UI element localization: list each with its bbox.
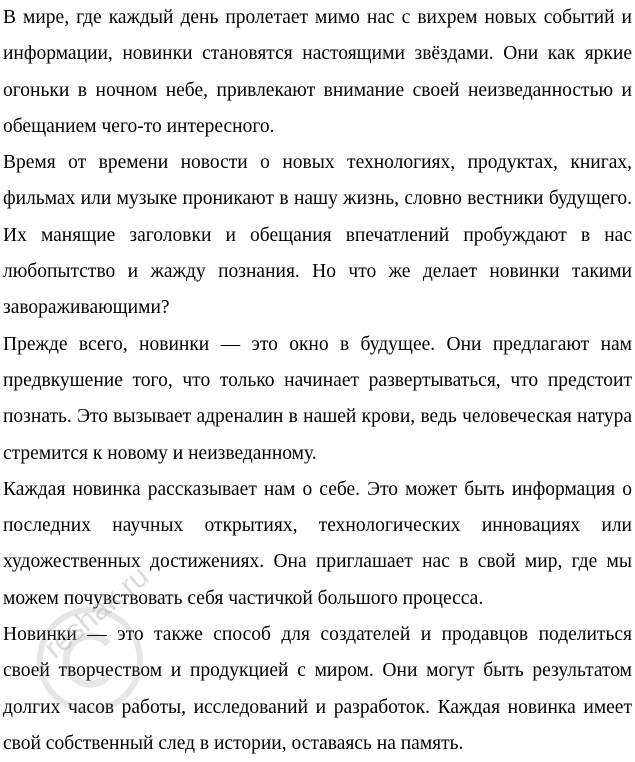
document-body bbox=[3, 0, 632, 762]
paragraph-4: Каждая новинка рассказывает нам о себе. Это может быть информация о последних научных открытиях, технологических инновациях или художественных достижениях. Она приглашает нас в свой мир, где мы можем почувствовать себя частичкой большого процесса. bbox=[3, 478, 632, 609]
watermark-text: reshak.ru bbox=[38, 559, 156, 666]
paragraph-2: Время от времени новости о новых технологиях, продуктах, книгах, фильмах или музыке проникают в нашу жизнь, словно вестники будущего. Их манящие заголовки и обещания впечатлений пробуждают в нас любопытство и жажду познания. Но что же делает новинки такими завораживающими? bbox=[3, 152, 632, 319]
paragraph-3: Прежде всего, новинки — это окно в будущее. Они предлагают нам предвкушение того, что только начинает развертываться, что предстоит познать. Это вызывает адреналин в нашей крови, ведь человеческая натура стремится к новому и неизведанному. bbox=[3, 333, 632, 464]
paragraph-1: В мире, где каждый день пролетает мимо нас с вихрем новых событий и информации, новинки становятся настоящими звёздами. Они как яркие огоньки в ночном небе, привлекают внимание своей неизведанностью и обещанием чего-то интересного. bbox=[3, 7, 632, 137]
paragraph-5: Новинки — это также способ для создателей и продавцов поделиться своей творчеством и продукцией с миром. Они могут быть результатом долгих часов работы, исследований и разработок. Каждая новинка имеет свой собственный след в истории, оставаясь на память. bbox=[3, 624, 632, 754]
